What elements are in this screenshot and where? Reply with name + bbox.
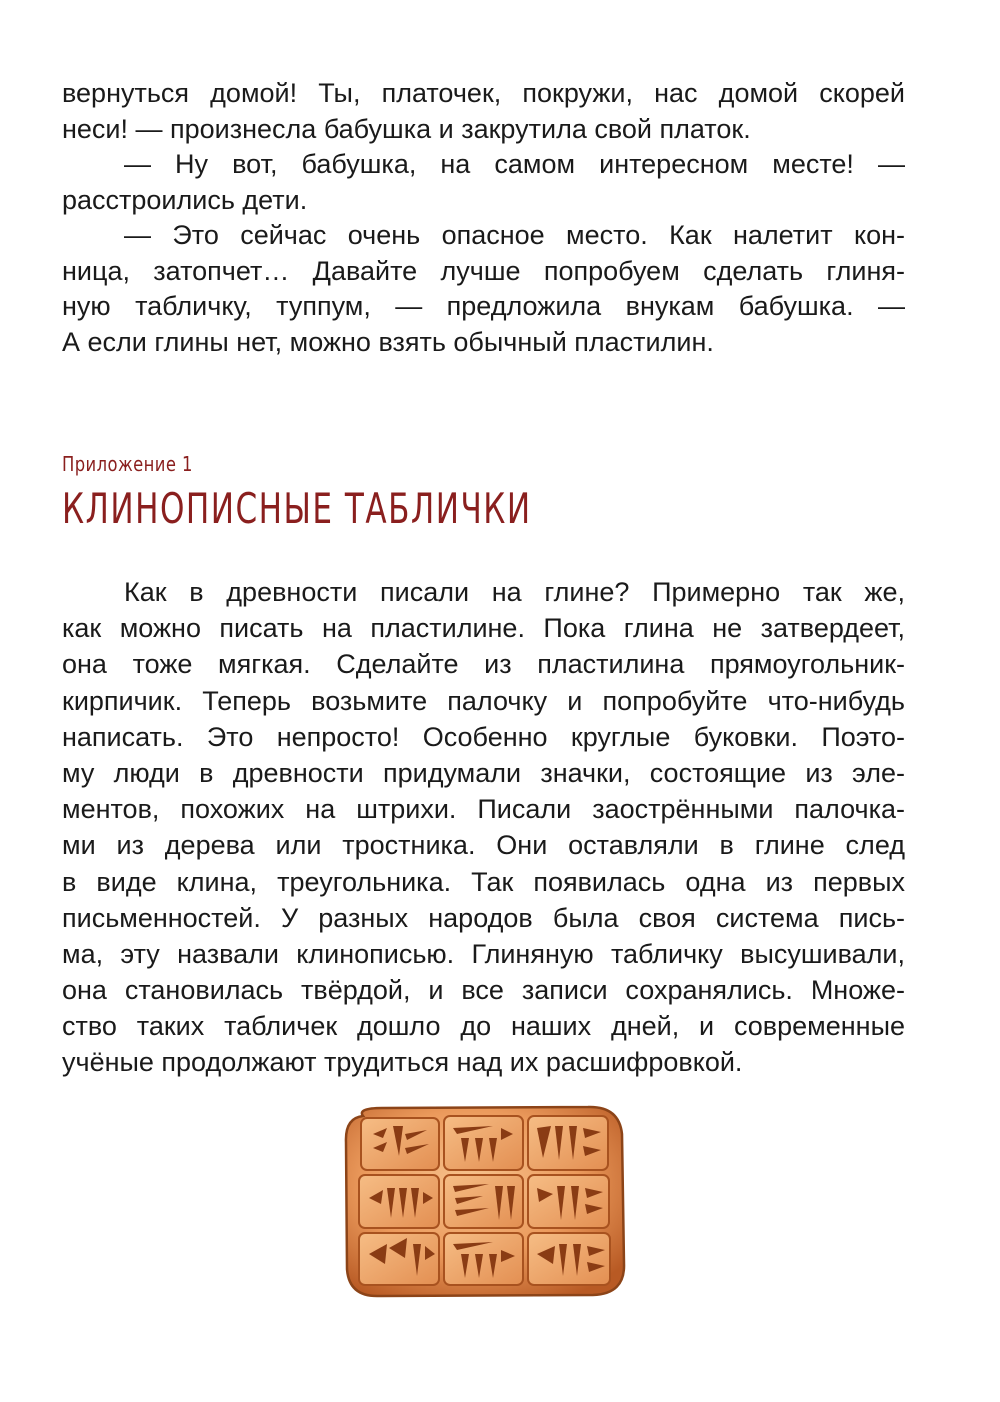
story-line: — Ну вот, бабушка, на самом интересном месте! — (124, 149, 905, 179)
story-line: расстроились дети. (62, 184, 308, 215)
story-line: — Это сейчас очень опасное место. Как налетит кон- (124, 220, 905, 250)
story-line: А если глины нет, можно взять обычный пластилин. (62, 326, 714, 357)
body-line: ментов, похожих на штрихи. Писали заострёнными палочка- (62, 794, 905, 825)
body-line: как можно писать на пластилине. Пока глина не затвердеет, (62, 613, 905, 644)
story-line: ница, затопчет… Давайте лучше попробуем сделать глиня- (62, 255, 905, 286)
body-line: написать. Это непросто! Особенно круглые буковки. Поэто- (62, 721, 905, 752)
appendix-title: КЛИНОПИСНЫЕ ТАБЛИЧКИ (62, 484, 532, 533)
appendix-label: Приложение 1 (62, 452, 193, 476)
body-line: му люди в древности придумали значки, состоящие из эле- (62, 757, 905, 788)
body-line: кирпичик. Теперь возьмите палочку и попробуйте что-нибудь (62, 685, 905, 716)
clay-tablet-icon (343, 1104, 626, 1298)
body-line: ма, эту назвали клинописью. Глиняную табличку высушивали, (62, 938, 905, 969)
story-line: вернуться домой! Ты, платочек, покружи, нас домой скорей (62, 78, 905, 108)
story-line: неси! — произнесла бабушка и закрутила свой платок. (62, 113, 751, 144)
body-line: ми из дерева или тростника. Они оставляли в глине след (62, 830, 905, 861)
clay-tablet-illustration (343, 1104, 626, 1298)
body-line: она тоже мягкая. Сделайте из пластилина прямоугольник- (62, 649, 905, 680)
story-text (62, 76, 905, 360)
body-line: она становилась твёрдой, и все записи сохранялись. Множе- (62, 975, 905, 1006)
appendix-heading (62, 452, 905, 532)
body-line: Как в древности писали на глине? Примерно так же, (124, 577, 905, 607)
body-line: письменностей. У разных народов была своя система пись- (62, 902, 905, 933)
body-line: учёные продолжают трудиться над их расшифровкой. (62, 1047, 743, 1078)
body-line: ство таких табличек дошло до наших дней, и современные (62, 1011, 905, 1042)
body-line: в виде клина, треугольника. Так появилась одна из первых (62, 866, 905, 897)
appendix-body (62, 574, 905, 1081)
story-line: ную табличку, туппум, — предложила внукам бабушка. — (62, 291, 905, 321)
